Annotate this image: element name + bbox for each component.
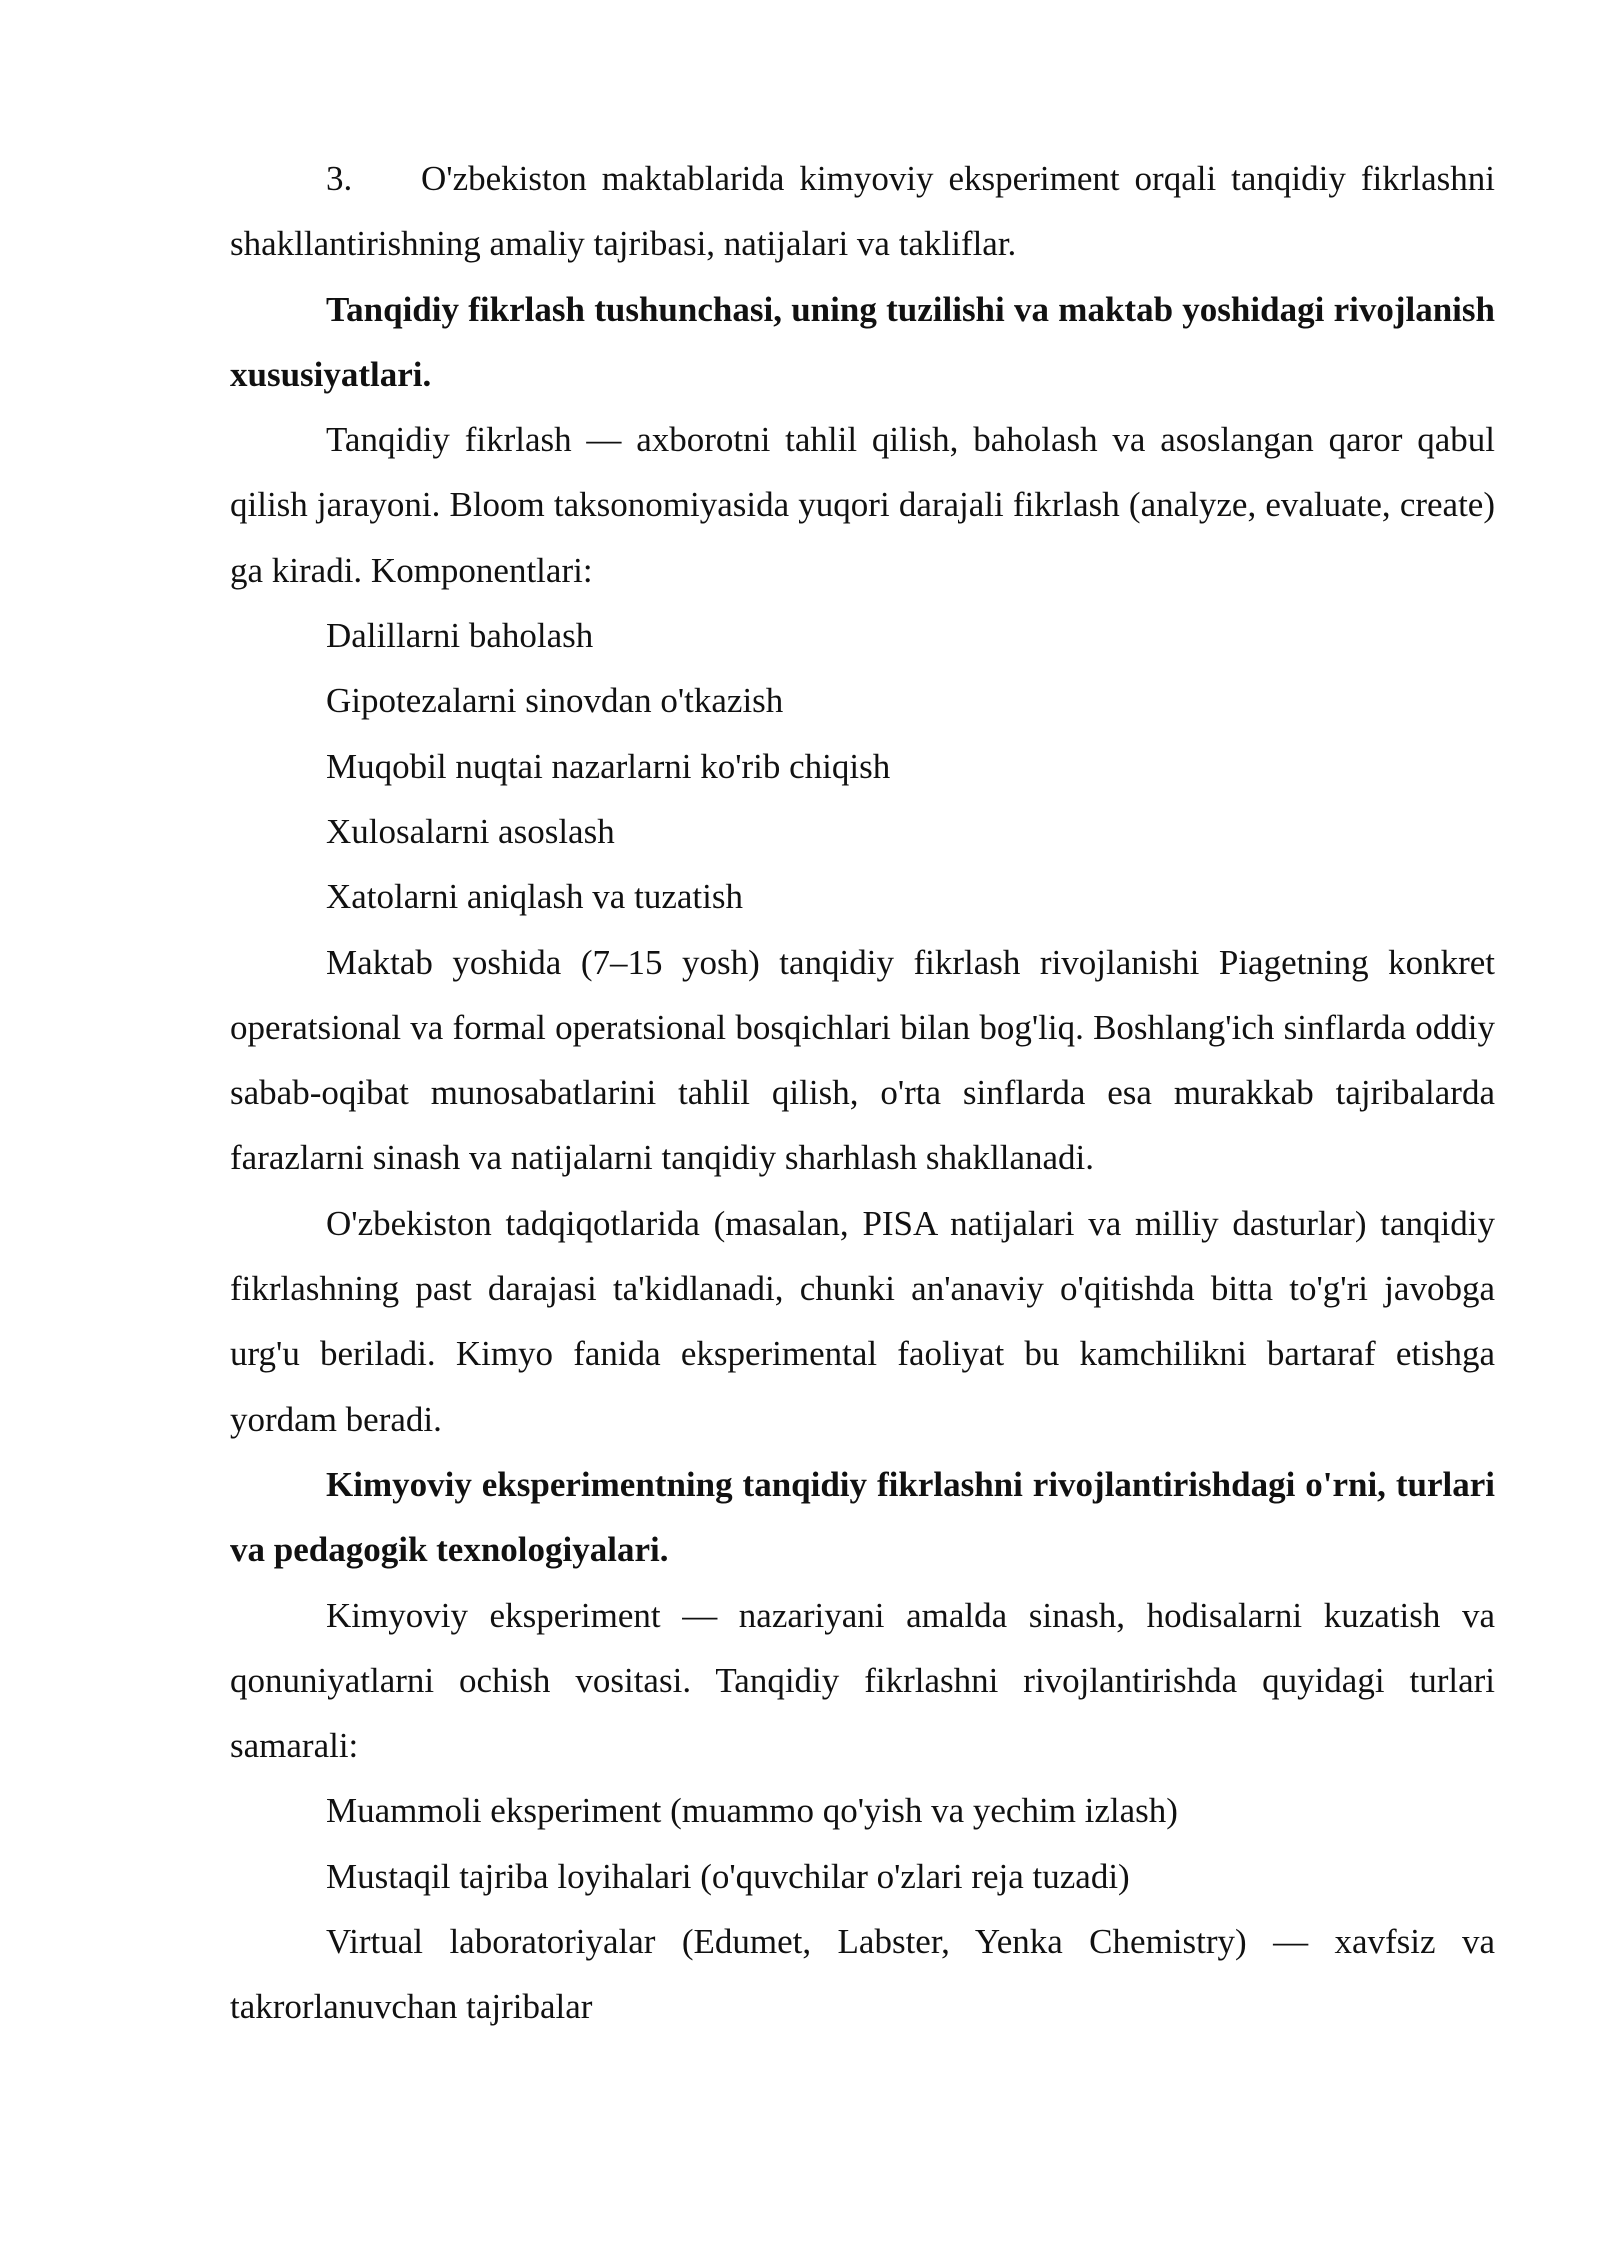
list-item: Mustaqil tajriba loyihalari (o'quvchilar o'zlari reja tuzadi)	[326, 1856, 1130, 1896]
list-item: Muammoli eksperiment (muammo qo'yish va yechim izlash)	[326, 1791, 1178, 1831]
paragraph-text: O'zbekiston maktablarida kimyoviy eksperiment orqali tanqidiy fikrlashni shakllantirishning amaliy tajribasi, natijalari va takliflar.	[230, 159, 1495, 264]
list-item: Muqobil nuqtai nazarlarni ko'rib chiqish	[326, 746, 891, 786]
section-heading: Tanqidiy fikrlash tushunchasi, uning tuzilishi va maktab yoshidagi rivojlanish xususiyatlari.	[230, 289, 1495, 394]
list-item: Xulosalarni asoslash	[326, 811, 615, 851]
body-paragraph: Maktab yoshida (7–15 yosh) tanqidiy fikrlash rivojlanishi Piagetning konkret operatsional va formal operatsional bosqichlari bilan bog'liq. Boshlang'ich sinflarda oddiy sabab-oqibat munosabatlarini tahlil qilish, o'rta sinflarda esa murakkab tajribalarda farazlarni sinash va natijalarni tanqidiy sharhlash shakllanadi.	[230, 942, 1495, 1178]
numbered-paragraph	[230, 146, 1495, 277]
list-item: Dalillarni baholash	[326, 616, 594, 656]
list-item: Gipotezalarni sinovdan o'tkazish	[326, 681, 784, 721]
section-heading: Kimyoviy eksperimentning tanqidiy fikrlashni rivojlantirishdagi o'rni, turlari va pedagogik texnologiyalari.	[230, 1464, 1495, 1570]
list-item: Xatolarni aniqlash va tuzatish	[326, 877, 743, 917]
paragraph-number: 3.	[326, 159, 353, 198]
body-paragraph: O'zbekiston tadqiqotlarida (masalan, PISA natijalari va milliy dasturlar) tanqidiy fikrlashning past darajasi ta'kidlanadi, chunki an'anaviy o'qitishda bitta to'g'ri javobga urg'u beriladi. Kimyo fanida eksperimental faoliyat bu kamchilikni bartaraf etishga yordam beradi.	[230, 1203, 1495, 1439]
body-paragraph: Kimyoviy eksperiment — nazariyani amalda sinash, hodisalarni kuzatish va qonuniyatlarni ochish vositasi. Tanqidiy fikrlashni rivojlantirishda quyidagi turlari samarali:	[230, 1595, 1495, 1766]
body-paragraph: Virtual laboratoriyalar (Edumet, Labster, Yenka Chemistry) — xavfsiz va takrorlanuvchan tajribalar	[230, 1922, 1495, 2027]
document-page	[230, 146, 1495, 2040]
body-paragraph: Tanqidiy fikrlash — axborotni tahlil qilish, baholash va asoslangan qaror qabul qilish jarayoni. Bloom taksonomiyasida yuqori darajali fikrlash (analyze, evaluate, create) ga kiradi. Komponentlari:	[230, 420, 1495, 590]
